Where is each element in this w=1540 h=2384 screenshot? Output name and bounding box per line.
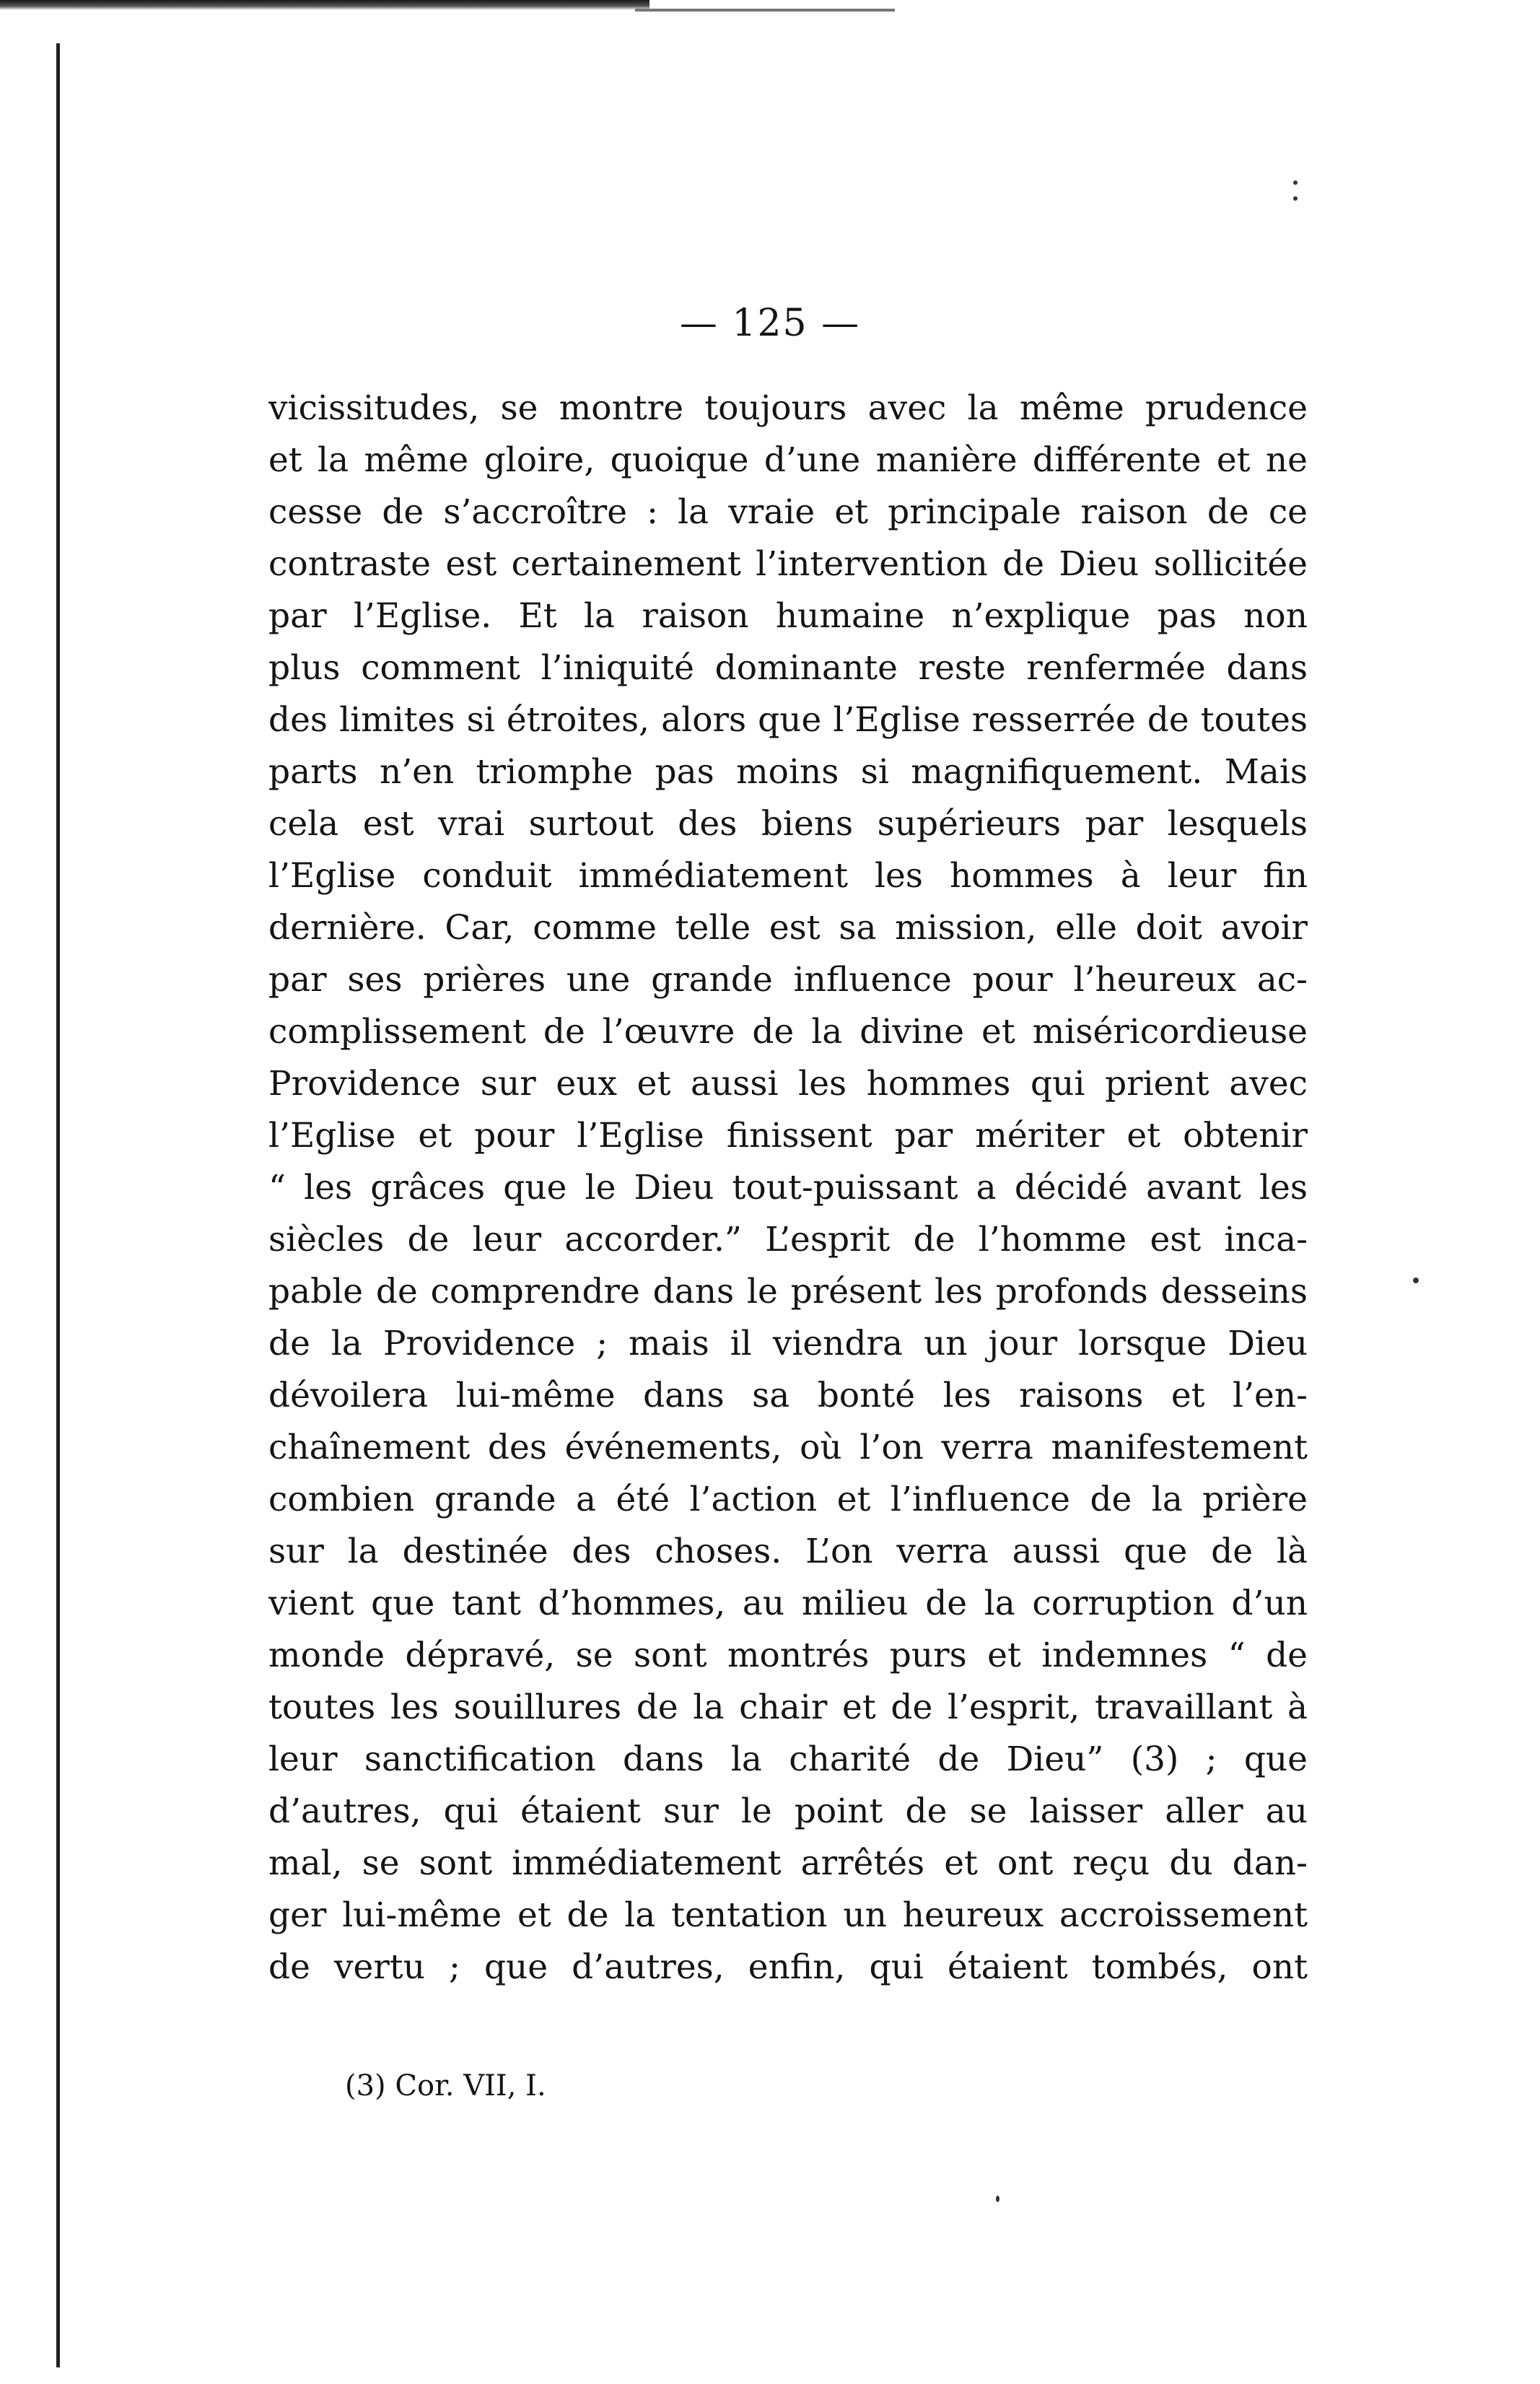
scan-edge-top — [0, 0, 649, 10]
text-line: toutes les souillures de la chair et de l’esprit, travaillant à — [268, 1687, 1308, 1727]
text-line: de la Providence ; mais il viendra un jour lorsque Dieu — [268, 1324, 1308, 1363]
text-line: combien grande a été l’action et l’influence de la prière — [268, 1480, 1308, 1519]
scan-speck — [996, 2196, 999, 2202]
scan-speck — [1293, 196, 1298, 201]
scan-speck — [1413, 1278, 1419, 1283]
text-line: contraste est certainement l’intervention de Dieu sollicitée — [268, 544, 1308, 584]
text-line: des limites si étroites, alors que l’Eglise resserrée de toutes — [268, 700, 1308, 740]
text-line: pable de comprendre dans le présent les profonds desseins — [268, 1272, 1308, 1311]
text-line: ger lui-même et de la tentation un heureux accroissement — [268, 1895, 1308, 1935]
text-line: mal, se sont immédiatement arrêtés et ont reçu du dan- — [268, 1843, 1308, 1883]
footnote: (3) Cor. VII, I. — [345, 2069, 546, 2103]
body-text — [268, 383, 1308, 1994]
text-line: “ les grâces que le Dieu tout-puissant a décidé avant les — [268, 1168, 1308, 1208]
text-line: cela est vrai surtout des biens supérieurs par lesquels — [268, 804, 1308, 844]
text-line: et la même gloire, quoique d’une manière différente et ne — [268, 440, 1308, 480]
scan-speck — [1293, 180, 1298, 185]
page-number: — 125 — — [679, 302, 861, 345]
text-line: cesse de s’accroître : la vraie et principale raison de ce — [268, 492, 1308, 532]
text-line: plus comment l’iniquité dominante reste renfermée dans — [268, 648, 1308, 688]
text-line: monde dépravé, se sont montrés purs et indemnes “ de — [268, 1636, 1308, 1675]
text-line: sur la destinée des choses. L’on verra aussi que de là — [268, 1532, 1308, 1571]
scan-edge-top-fragment — [635, 9, 895, 12]
text-line: siècles de leur accorder.” L’esprit de l’homme est inca- — [268, 1220, 1308, 1259]
scan-binding-edge — [56, 43, 60, 2367]
text-line: parts n’en triomphe pas moins si magnifiquement. Mais — [268, 752, 1308, 792]
text-line: leur sanctification dans la charité de Dieu” (3) ; que — [268, 1739, 1308, 1779]
text-line: dévoilera lui-même dans sa bonté les raisons et l’en- — [268, 1376, 1308, 1415]
text-line: complissement de l’œuvre de la divine et miséricordieuse — [268, 1012, 1308, 1052]
text-line: l’Eglise conduit immédiatement les hommes à leur fin — [268, 856, 1308, 896]
text-line: par ses prières une grande influence pour l’heureux ac- — [268, 960, 1308, 1000]
text-line: vient que tant d’hommes, au milieu de la corruption d’un — [268, 1584, 1308, 1623]
text-line: Providence sur eux et aussi les hommes qui prient avec — [268, 1064, 1308, 1104]
text-line: de vertu ; que d’autres, enfin, qui étaient tombés, ont — [268, 1947, 1308, 1987]
text-line: l’Eglise et pour l’Eglise finissent par mériter et obtenir — [268, 1116, 1308, 1156]
text-line: vicissitudes, se montre toujours avec la même prudence — [268, 388, 1308, 428]
text-line: par l’Eglise. Et la raison humaine n’explique pas non — [268, 596, 1308, 636]
text-line: dernière. Car, comme telle est sa mission, elle doit avoir — [268, 908, 1308, 948]
text-line: d’autres, qui étaient sur le point de se laisser aller au — [268, 1791, 1308, 1831]
text-line: chaînement des événements, où l’on verra manifestement — [268, 1428, 1308, 1467]
